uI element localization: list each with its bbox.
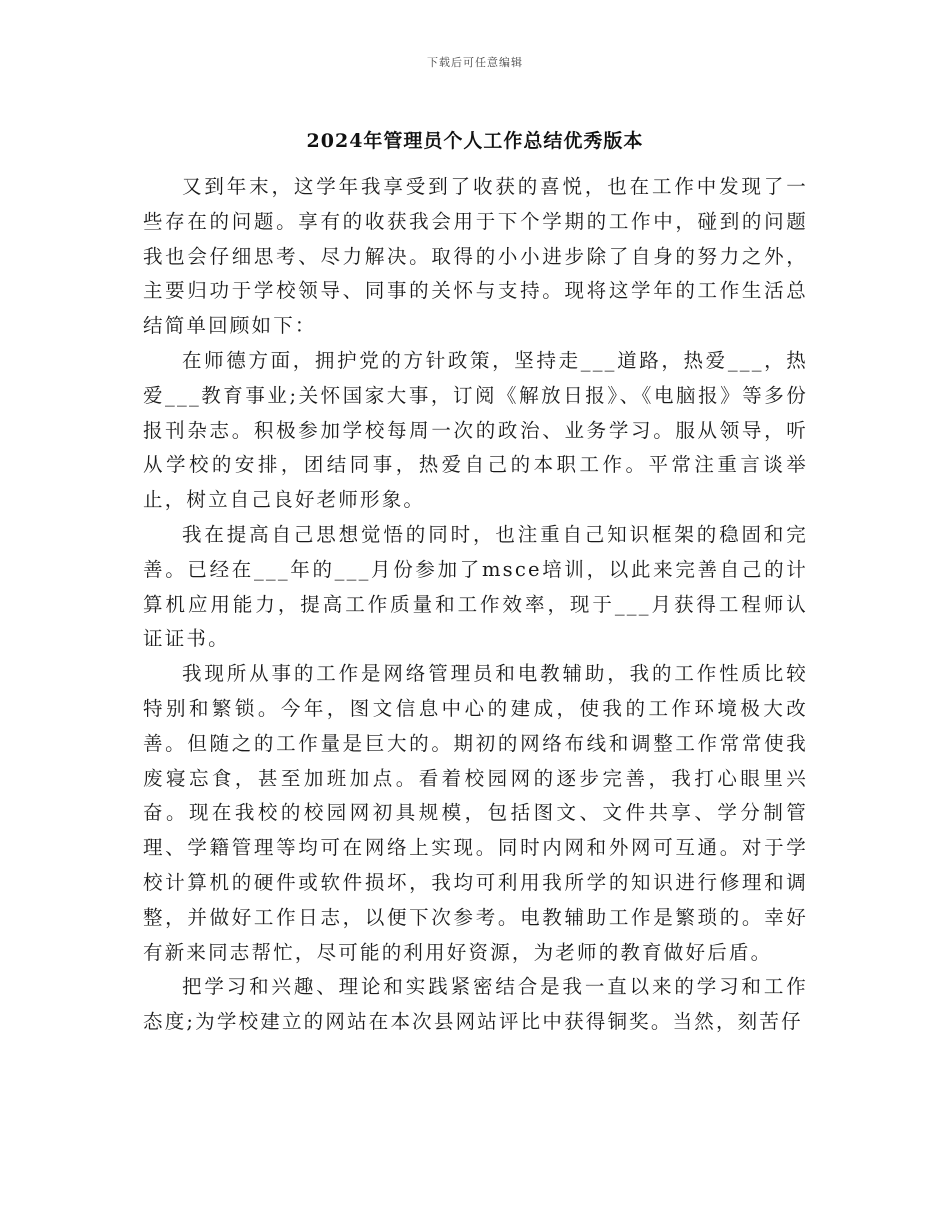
header-note: 下载后可任意编辑 bbox=[427, 56, 523, 69]
document-title: 2024年管理员个人工作总结优秀版本 bbox=[306, 130, 644, 152]
paragraph-training: 我在提高自己思想觉悟的同时，也注重自己知识框架的稳固和完善。已经在___年的___月份参加了msce培训，以此来完善自己的计算机应用能力，提高工作质量和工作效率，现于___月获得工程师认证证书。 bbox=[143, 522, 808, 651]
paragraph-ethics: 在师德方面，拥护党的方针政策，坚持走___道路，热爱___，热爱___教育事业;关怀国家大事，订阅《解放日报》、《电脑报》等多份报刊杂志。积极参加学校每周一次的政治、业务学习。服从领导，听从学校的安排，团结同事，热爱自己的本职工作。平常注重言谈举止，树立自己良好老师形象。 bbox=[143, 348, 808, 512]
paragraph-intro: 又到年末，这学年我享受到了收获的喜悦，也在工作中发现了一些存在的问题。享有的收获我会用于下个学期的工作中，碰到的问题我也会仔细思考、尽力解决。取得的小小进步除了自身的努力之外，主要归功于学校领导、同事的关怀与支持。现将这学年的工作生活总结简单回顾如下： bbox=[143, 175, 808, 338]
paragraph-work: 我现所从事的工作是网络管理员和电教辅助，我的工作性质比较特别和繁锁。今年，图文信息中心的建成，使我的工作环境极大改善。但随之的工作量是巨大的。期初的网络布线和调整工作常常使我废寝忘食，甚至加班加点。看着校园网的逐步完善，我打心眼里兴奋。现在我校的校园网初具规模，包括图文、文件共享、学分制管理、学籍管理等均可在网络上实现。同时内网和外网可互通。对于学校计算机的硬件或软件损坏，我均可利用我所学的知识进行修理和调整，并做好工作日志，以便下次参考。电教辅助工作是繁琐的。幸好有新来同志帮忙，尽可能的利用好资源，为老师的教育做好后盾。 bbox=[143, 662, 808, 964]
paragraph-study: 把学习和兴趣、理论和实践紧密结合是我一直以来的学习和工作态度;为学校建立的网站在本次县网站评比中获得铜奖。当然，刻苦仔 bbox=[143, 975, 808, 1034]
document-body bbox=[143, 170, 808, 1040]
